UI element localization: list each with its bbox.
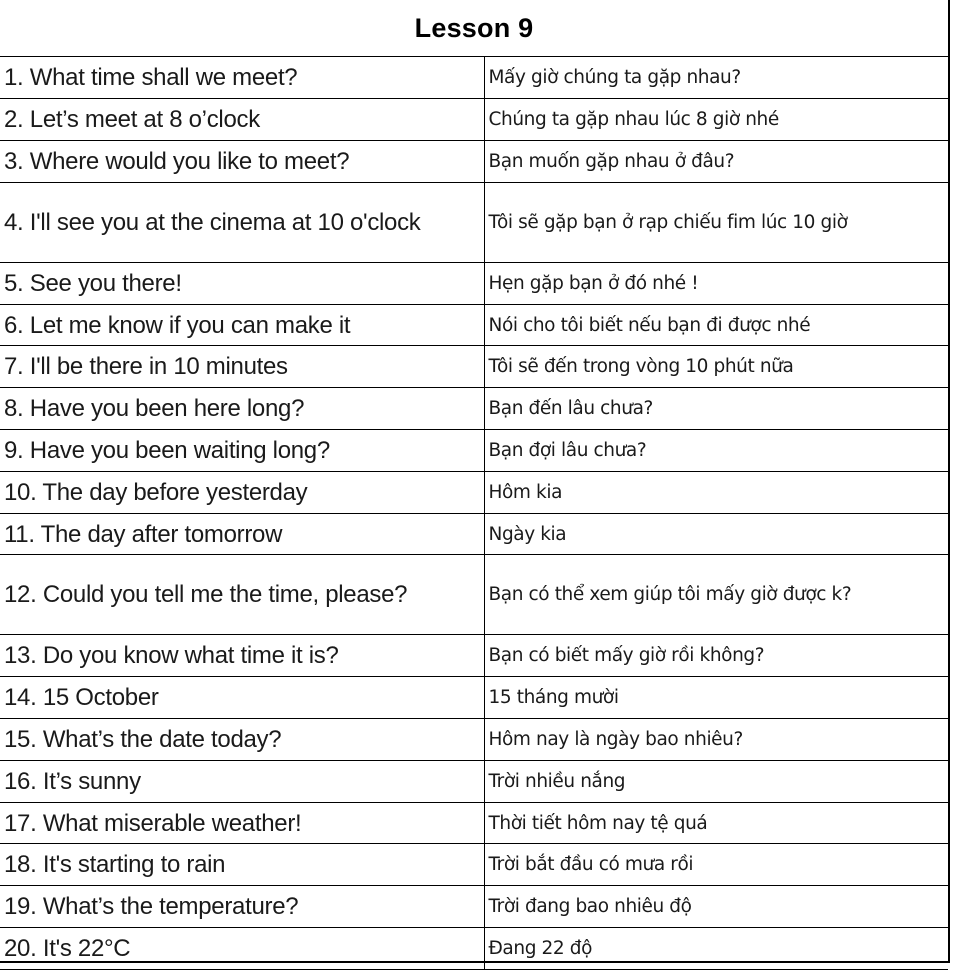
table-row: [0, 802, 948, 844]
vietnamese-translation: Trời đang bao nhiêu độ: [484, 886, 948, 928]
vietnamese-translation: Trời bắt đầu có mưa rồi: [484, 844, 948, 886]
english-phrase: 9. Have you been waiting long?: [0, 430, 484, 472]
vietnamese-translation: Bạn có biết mấy giờ rồi không?: [484, 635, 948, 677]
vietnamese-translation: Trời nhiều nắng: [484, 760, 948, 802]
vietnamese-translation: Ngày kia: [484, 513, 948, 555]
vietnamese-translation: Hẹn gặp bạn ở đó nhé !: [484, 262, 948, 304]
english-phrase: 13. Do you know what time it is?: [0, 635, 484, 677]
english-phrase: 4. I'll see you at the cinema at 10 o'clock: [0, 182, 484, 262]
table-row: [0, 635, 948, 677]
table-row: [0, 99, 948, 141]
vietnamese-translation: Bạn đợi lâu chưa?: [484, 430, 948, 472]
phrase-table-body: [0, 57, 948, 969]
table-row: [0, 182, 948, 262]
phrase-table: [0, 57, 948, 970]
table-row: [0, 844, 948, 886]
table-row: [0, 430, 948, 472]
english-phrase: 5. See you there!: [0, 262, 484, 304]
english-phrase: 11. The day after tomorrow: [0, 513, 484, 555]
english-phrase: 2. Let’s meet at 8 o’clock: [0, 99, 484, 141]
table-row: [0, 346, 948, 388]
english-phrase: 20. It's 22°C: [0, 928, 484, 970]
vietnamese-translation: Bạn có thể xem giúp tôi mấy giờ được k?: [484, 555, 948, 635]
table-row: [0, 141, 948, 183]
english-phrase: 8. Have you been here long?: [0, 388, 484, 430]
english-phrase: 16. It’s sunny: [0, 760, 484, 802]
table-row: [0, 719, 948, 761]
table-row: [0, 886, 948, 928]
vietnamese-translation: Mấy giờ chúng ta gặp nhau?: [484, 57, 948, 99]
english-phrase: 10. The day before yesterday: [0, 471, 484, 513]
vietnamese-translation: Bạn muốn gặp nhau ở đâu?: [484, 141, 948, 183]
english-phrase: 14. 15 October: [0, 677, 484, 719]
english-phrase: 7. I'll be there in 10 minutes: [0, 346, 484, 388]
table-row: [0, 928, 948, 970]
vietnamese-translation: Hôm nay là ngày bao nhiêu?: [484, 719, 948, 761]
vietnamese-translation: Bạn đến lâu chưa?: [484, 388, 948, 430]
english-phrase: 18. It's starting to rain: [0, 844, 484, 886]
vietnamese-translation: Chúng ta gặp nhau lúc 8 giờ nhé: [484, 99, 948, 141]
table-row: [0, 262, 948, 304]
table-row: [0, 760, 948, 802]
table-row: [0, 555, 948, 635]
english-phrase: 12. Could you tell me the time, please?: [0, 555, 484, 635]
table-row: [0, 57, 948, 99]
english-phrase: 6. Let me know if you can make it: [0, 304, 484, 346]
english-phrase: 1. What time shall we meet?: [0, 57, 484, 99]
vietnamese-translation: Thời tiết hôm nay tệ quá: [484, 802, 948, 844]
page-title: Lesson 9: [414, 12, 534, 43]
english-phrase: 17. What miserable weather!: [0, 802, 484, 844]
vietnamese-translation: Hôm kia: [484, 471, 948, 513]
english-phrase: 3. Where would you like to meet?: [0, 141, 484, 183]
english-phrase: 19. What’s the temperature?: [0, 886, 484, 928]
vietnamese-translation: Nói cho tôi biết nếu bạn đi được nhé: [484, 304, 948, 346]
vietnamese-translation: Tôi sẽ đến trong vòng 10 phút nữa: [484, 346, 948, 388]
table-row: [0, 388, 948, 430]
vietnamese-translation: Đang 22 độ: [484, 928, 948, 970]
table-row: [0, 471, 948, 513]
english-phrase: 15. What’s the date today?: [0, 719, 484, 761]
vietnamese-translation: 15 tháng mười: [484, 677, 948, 719]
vietnamese-translation: Tôi sẽ gặp bạn ở rạp chiếu fim lúc 10 giờ: [484, 182, 948, 262]
title-row: [0, 0, 948, 57]
table-row: [0, 304, 948, 346]
table-row: [0, 513, 948, 555]
table-row: [0, 677, 948, 719]
